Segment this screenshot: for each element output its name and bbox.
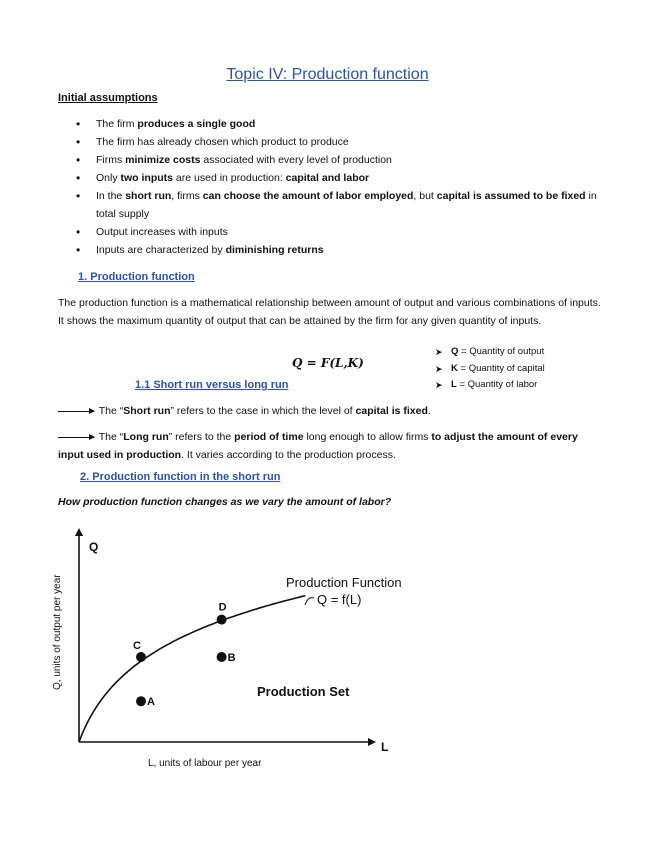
curve-label-pointer — [305, 598, 314, 605]
short-run-segment: . — [427, 405, 431, 417]
long-run-segment: The “ — [98, 431, 124, 443]
assumption-segment: Inputs are characterized by — [96, 244, 226, 256]
section-1-heading: 1. Production function — [78, 271, 195, 283]
section-1-1-heading: 1.1 Short run versus long run — [135, 379, 289, 391]
point-label-a: A — [147, 696, 155, 709]
assumption-segment: The firm has already chosen which product to produce — [96, 136, 349, 148]
x-axis-label: L, units of labour per year — [148, 758, 262, 769]
assumption-segment: , firms — [171, 190, 203, 202]
x-axis-letter: L — [381, 740, 389, 754]
assumption-segment: Only — [96, 172, 121, 184]
assumption-item — [58, 223, 603, 241]
point-b — [217, 652, 227, 662]
long-run-segment: . It varies according to the production process. — [181, 449, 396, 461]
assumption-segment: in total supply — [96, 190, 597, 220]
assumption-segment: capital and labor — [285, 172, 370, 184]
assumption-segment: can choose the amount of labor employed — [202, 190, 414, 202]
y-axis-arrowhead — [75, 528, 83, 536]
assumption-segment: The firm — [96, 118, 138, 130]
assumptions-list — [58, 115, 603, 259]
point-d — [217, 615, 227, 625]
production-set-label: Production Set — [257, 684, 350, 699]
point-c — [136, 652, 146, 662]
assumption-item — [58, 151, 603, 169]
short-run-text — [99, 405, 431, 417]
long-run-segment: Long run — [123, 431, 169, 443]
y-axis-label: Q, units of output per year — [52, 574, 63, 690]
assumption-segment: diminishing returns — [225, 244, 324, 256]
short-run-segment: Short run — [123, 405, 171, 417]
short-run-definition — [58, 402, 603, 420]
section-2-heading: 2. Production function in the short run — [80, 471, 281, 483]
assumption-segment: capital is assumed to be fixed — [436, 190, 586, 202]
page-title: Topic IV: Production function — [226, 66, 429, 83]
variable-definition — [435, 377, 545, 394]
long-run-segment: ” refers to the — [168, 431, 235, 443]
variable-segment: Q — [451, 346, 459, 357]
initial-assumptions-heading: Initial assumptions — [58, 92, 158, 104]
variable-definitions-list — [435, 344, 545, 394]
curve-equation-label: Q = f(L) — [317, 592, 362, 607]
production-function-paragraph: The production function is a mathematical relationship between amount of output and various combinations of inputs. It shows the maximum quantity of output that can be attained by the firm for any given quantity of inputs. — [58, 297, 601, 327]
short-run-segment: The “ — [98, 405, 124, 417]
arrow-icon — [58, 411, 94, 412]
production-function-equation: Q = F(L,K) — [292, 356, 364, 370]
x-axis-arrowhead — [368, 738, 376, 746]
long-run-segment: period of time — [234, 431, 304, 443]
short-run-segment: ” refers to the case in which the level of — [170, 405, 356, 417]
arrow-icon — [58, 437, 94, 438]
variable-definition — [435, 344, 545, 361]
assumption-segment: In the — [96, 190, 126, 202]
assumption-segment: Output increases with inputs — [96, 226, 228, 238]
point-label-c: C — [133, 640, 141, 652]
assumption-segment: short run — [125, 190, 172, 202]
y-axis-letter: Q — [89, 540, 99, 554]
variable-segment: = Quantity of output — [458, 346, 545, 357]
assumption-item — [58, 133, 603, 151]
assumption-item — [58, 241, 603, 259]
long-run-text — [58, 431, 578, 461]
long-run-segment: to adjust the amount of every input used in production — [58, 431, 578, 461]
variable-segment: = Quantity of capital — [457, 362, 545, 374]
assumption-segment: , but — [413, 190, 437, 202]
variable-definition — [435, 361, 545, 378]
assumption-segment: Firms — [96, 154, 126, 166]
variable-segment: L — [451, 379, 457, 390]
assumption-item — [58, 169, 603, 187]
point-label-d: D — [218, 601, 227, 614]
short-run-segment: capital is fixed — [355, 405, 428, 417]
long-run-segment: long enough to allow firms — [303, 431, 432, 443]
section-2-question: How production function changes as we vary the amount of labor? — [58, 496, 392, 508]
curve-title-label: Production Function — [286, 575, 402, 590]
assumption-segment: two inputs — [120, 172, 174, 184]
assumption-segment: associated with every level of production — [200, 154, 392, 166]
assumption-segment: produces a single good — [137, 118, 256, 130]
production-function-curve — [79, 596, 305, 742]
production-function-graph — [40, 520, 420, 775]
long-run-definition — [58, 428, 603, 464]
assumption-item — [58, 115, 603, 133]
variable-segment: K — [451, 362, 458, 374]
point-a — [136, 696, 146, 706]
point-label-b: B — [227, 652, 236, 664]
variable-segment: = Quantity of labor — [456, 379, 538, 390]
assumption-segment: are used in production: — [173, 172, 286, 184]
assumption-segment: minimize costs — [125, 154, 201, 166]
assumption-item — [58, 187, 603, 223]
